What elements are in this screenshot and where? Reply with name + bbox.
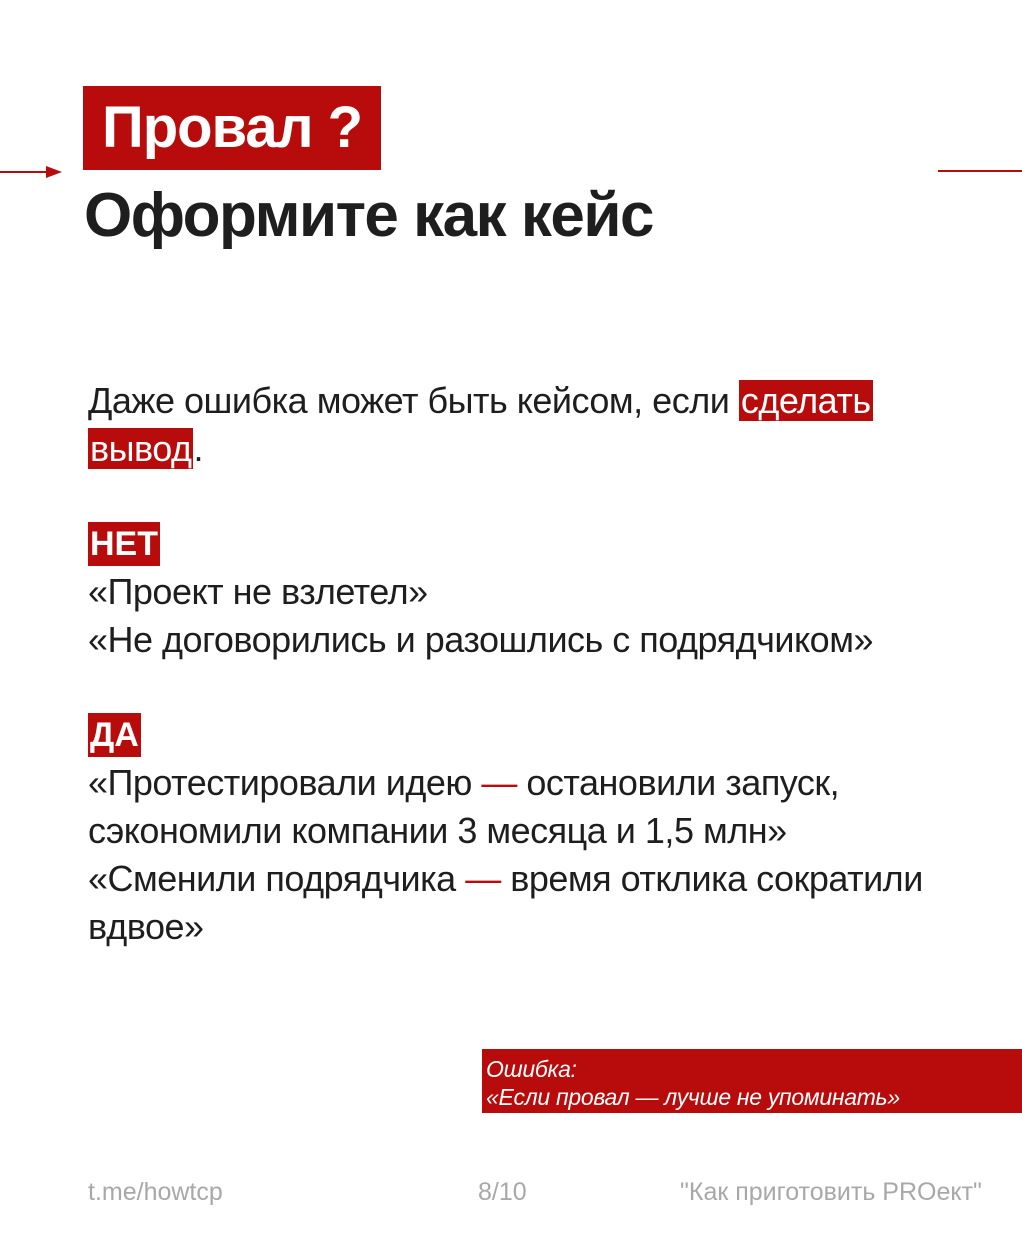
mistake-note	[482, 1049, 1022, 1113]
yes-quote-1-line-1	[88, 759, 988, 807]
arrow-head-icon	[46, 166, 62, 178]
lead-text: Даже ошибка может быть кейсом, если	[88, 380, 739, 421]
mistake-note-title: Ошибка:	[486, 1056, 577, 1082]
mistake-note-quote: «Если провал — лучше не упоминать»	[486, 1084, 900, 1110]
lead-highlight-1: сделать	[740, 380, 871, 421]
yes-quote-2-line-1	[88, 855, 988, 903]
lead-paragraph	[88, 377, 928, 473]
yes-quote-1-end: остановили запуск,	[516, 762, 840, 803]
page-number: 8/10	[478, 1178, 527, 1206]
yes-quote-2-start: «Сменили подрядчика	[88, 858, 466, 899]
footer-link[interactable]: t.me/howtcp	[88, 1178, 223, 1206]
yes-label: ДА	[88, 713, 141, 757]
right-divider-line	[938, 170, 1022, 172]
no-label: НЕТ	[88, 522, 160, 566]
dash-accent: —	[465, 858, 501, 899]
no-quote-2: «Не договорились и разошлись с подрядчиком»	[88, 619, 873, 660]
no-quotes	[88, 568, 988, 664]
dash-accent: —	[481, 762, 517, 803]
page-title: Провал ?	[83, 86, 381, 170]
arrow-line	[0, 171, 48, 173]
yes-quotes	[88, 759, 988, 951]
yes-quote-1-line-2: сэкономили компании 3 месяца и 1,5 млн»	[88, 810, 787, 851]
yes-quote-1-start: «Протестировали идею	[88, 762, 482, 803]
series-title: "Как приготовить PROект"	[680, 1178, 982, 1206]
lead-highlight-2: вывод	[90, 428, 192, 469]
lead-period: .	[193, 428, 203, 469]
no-quote-1: «Проект не взлетел»	[88, 571, 428, 612]
page-subtitle: Оформите как кейс	[84, 181, 654, 250]
yes-quote-2-end: время отклика сократили	[500, 858, 923, 899]
yes-quote-2-line-2: вдвое»	[88, 906, 204, 947]
